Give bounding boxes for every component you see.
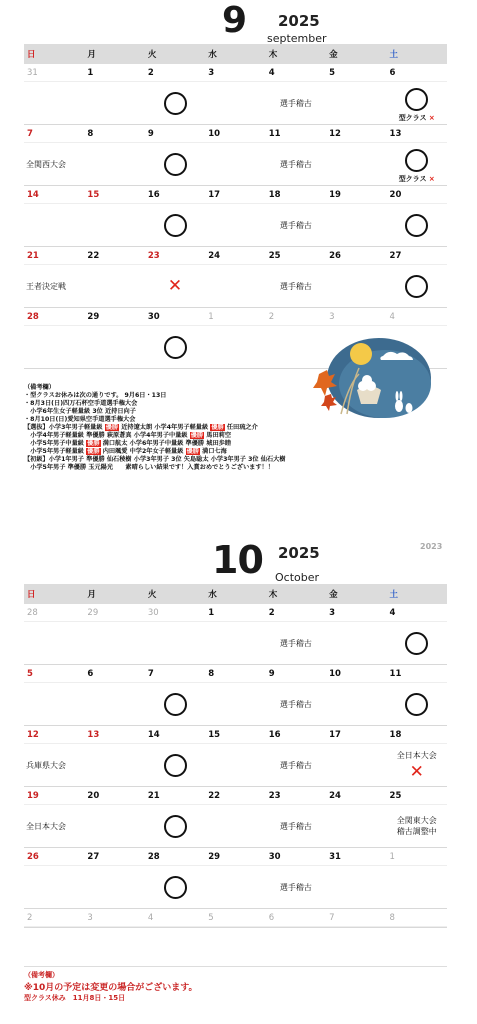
weekday-5: 金 <box>329 50 338 60</box>
day-cell <box>84 265 144 307</box>
event-label: 全日本大会 <box>26 821 66 831</box>
date-number: 13 <box>389 128 402 139</box>
event-label: 王者決定戦 <box>26 281 66 291</box>
date-row <box>24 64 447 82</box>
day-cell <box>84 82 144 124</box>
event-row <box>24 805 447 847</box>
day-cell <box>145 622 205 664</box>
day-cell <box>205 744 265 786</box>
day-cell <box>205 683 265 725</box>
day-cell <box>84 326 144 368</box>
date-row <box>24 787 447 805</box>
weekday-2: 火 <box>147 50 157 60</box>
date-number: 26 <box>329 250 341 261</box>
circle-mark <box>405 149 428 172</box>
date-number: 3 <box>329 607 336 618</box>
date-number: 4 <box>389 607 396 618</box>
date-row <box>24 665 447 683</box>
date-number: 30 <box>268 851 281 862</box>
circle-mark <box>164 815 187 838</box>
date-number: 10 <box>329 668 341 679</box>
weekday-3: 水 <box>208 50 217 60</box>
day-cell <box>205 326 265 368</box>
date-number: 14 <box>147 729 160 740</box>
september-header <box>24 0 447 44</box>
note-line: ・8月3日(日)四万石杯空手道選手権大会 <box>24 400 138 407</box>
week-row <box>24 665 447 726</box>
event-label: 選手稽古 <box>279 821 312 831</box>
date-number: 2 <box>147 67 154 78</box>
date-number: 18 <box>268 189 281 200</box>
weekday-0: 日 <box>27 50 36 60</box>
day-cell <box>145 204 205 246</box>
date-row <box>24 186 447 204</box>
date-number: 3 <box>208 67 215 78</box>
date-number: 3 <box>87 912 93 923</box>
circle-mark <box>405 214 428 237</box>
day-cell <box>145 805 205 847</box>
date-number: 30 <box>147 607 159 618</box>
circle-mark <box>164 754 187 777</box>
day-cell <box>205 143 265 185</box>
weeks <box>24 604 447 928</box>
date-number: 9 <box>147 128 154 139</box>
date-number: 16 <box>147 189 160 200</box>
kata-class-note: 型クラス × <box>398 175 435 183</box>
day-cell <box>326 204 386 246</box>
date-number: 15 <box>208 729 221 740</box>
weekday-6: 土 <box>389 590 399 600</box>
date-number: 9 <box>268 668 275 679</box>
day-cell <box>84 744 144 786</box>
day-cell <box>326 622 386 664</box>
event-label: 全関東大会 <box>396 816 437 825</box>
date-number: 1 <box>208 607 215 618</box>
event-row <box>24 622 447 664</box>
date-number: 23 <box>268 790 281 801</box>
date-number: 19 <box>329 189 341 200</box>
day-cell <box>84 805 144 847</box>
date-number: 24 <box>208 250 221 261</box>
day-cell <box>24 82 84 124</box>
day-cell <box>24 683 84 725</box>
date-number: 18 <box>389 729 402 740</box>
event-row <box>24 143 447 185</box>
week-row <box>24 64 447 125</box>
year-label: 2025 <box>278 544 320 562</box>
date-number: 11 <box>268 128 281 139</box>
date-number: 28 <box>27 311 39 322</box>
event-label: 稽古調整中 <box>396 827 437 836</box>
day-cell <box>326 744 386 786</box>
weekday-1: 月 <box>87 590 96 600</box>
date-number: 10 <box>208 128 221 139</box>
day-cell <box>205 866 265 908</box>
day-cell <box>84 622 144 664</box>
day-cell <box>205 204 265 246</box>
event-label: 全関西大会 <box>26 159 66 169</box>
date-number: 8 <box>87 128 94 139</box>
month-name: september <box>267 32 327 45</box>
note-line: 小学6年生女子軽量級 3位 近持日向子 <box>24 408 136 415</box>
date-number: 12 <box>27 729 39 740</box>
date-number: 2 <box>27 912 33 923</box>
note-line: 【初級】小学1年男子 準優勝 仙石稜樹 小学3年男子 3位 矢島聡太 小学3年男子 3位 仙石大樹 <box>24 456 286 463</box>
weekday-4: 木 <box>268 590 278 600</box>
day-cell <box>326 683 386 725</box>
date-number: 12 <box>329 128 341 139</box>
event-row <box>24 204 447 246</box>
day-cell <box>145 683 205 725</box>
date-number: 25 <box>389 790 402 801</box>
date-number: 22 <box>208 790 221 801</box>
week-row <box>24 186 447 247</box>
date-number: 28 <box>147 851 160 862</box>
date-number: 16 <box>268 729 281 740</box>
date-row <box>24 125 447 143</box>
week-row <box>24 787 447 848</box>
day-cell <box>145 265 205 307</box>
date-number: 27 <box>87 851 100 862</box>
date-number: 31 <box>329 851 341 862</box>
circle-mark <box>164 214 187 237</box>
day-cell <box>24 326 84 368</box>
day-cell <box>145 866 205 908</box>
date-number: 7 <box>27 128 33 139</box>
day-cell <box>387 82 447 124</box>
day-cell <box>24 204 84 246</box>
date-number: 4 <box>389 311 395 322</box>
date-number: 7 <box>329 912 335 923</box>
cross-mark: ✕ <box>409 761 424 782</box>
week-row <box>24 909 447 928</box>
day-cell <box>24 866 84 908</box>
date-number: 6 <box>87 668 94 679</box>
date-number: 1 <box>87 67 94 78</box>
date-number: 5 <box>27 668 33 679</box>
event-row <box>24 265 447 307</box>
event-label: 選手稽古 <box>279 760 312 770</box>
date-number: 22 <box>87 250 100 261</box>
date-number: 13 <box>87 729 100 740</box>
date-number: 1 <box>208 311 214 322</box>
moon-viewing-illustration <box>313 334 433 420</box>
circle-mark <box>405 88 428 111</box>
note-line: ・型クラスお休みは次の通りです。 9月6日・13日 <box>24 392 167 399</box>
week-row <box>24 604 447 665</box>
day-cell <box>205 622 265 664</box>
day-cell <box>145 326 205 368</box>
day-cell <box>205 805 265 847</box>
event-row <box>24 744 447 786</box>
note-line: 小学5年男子中量級 優勝 満口航太 小学6年男子中量級 準優勝 城田歩睦 <box>30 440 232 447</box>
september-notes <box>24 384 324 472</box>
event-label: 選手稽古 <box>279 98 312 108</box>
week-row <box>24 247 447 308</box>
date-number: 11 <box>389 668 402 679</box>
weekday-6: 土 <box>389 50 399 60</box>
event-label: 兵庫県大会 <box>26 760 66 770</box>
day-cell <box>205 82 265 124</box>
date-number: 20 <box>87 790 100 801</box>
week-row <box>24 125 447 186</box>
kata-class-note: 型クラス × <box>398 114 435 122</box>
cross-mark: ✕ <box>167 275 183 296</box>
year-label: 2025 <box>278 12 320 30</box>
week-row <box>24 848 447 909</box>
day-cell <box>326 143 386 185</box>
weekday-header <box>24 584 447 604</box>
weekday-5: 金 <box>329 590 338 600</box>
day-cell <box>84 143 144 185</box>
october-calendar <box>24 540 447 928</box>
date-row <box>24 848 447 866</box>
weekday-4: 木 <box>268 50 278 60</box>
date-number: 23 <box>147 250 160 261</box>
circle-mark <box>405 275 428 298</box>
date-number: 6 <box>268 912 275 923</box>
october-header <box>24 540 447 584</box>
date-row <box>24 909 447 927</box>
month-name: October <box>275 571 320 584</box>
date-number: 5 <box>208 912 214 923</box>
event-row <box>24 82 447 124</box>
date-number: 3 <box>329 311 335 322</box>
date-number: 24 <box>329 790 341 801</box>
notes-title: （備考欄） <box>24 971 59 979</box>
event-label: 全日本大会 <box>396 750 437 760</box>
day-cell <box>326 82 386 124</box>
note-line: 小学5年男子軽量級 優勝 内田颯愛 中学2年女子軽量級 優勝 満口七海 <box>30 448 227 455</box>
date-number: 5 <box>329 67 336 78</box>
month-number: 10 <box>212 538 263 582</box>
day-cell <box>326 805 386 847</box>
date-number: 21 <box>27 250 39 261</box>
weekday-0: 日 <box>27 590 36 600</box>
note-line: 【選抜】小学3年男子軽量級 優勝 近持遼太朗 小学4年男子軽量級 優勝 任田琉之介 <box>24 424 258 431</box>
day-cell <box>84 204 144 246</box>
event-label: 選手稽古 <box>279 281 312 291</box>
circle-mark <box>164 693 187 716</box>
october-notes <box>24 966 447 1003</box>
date-number: 1 <box>389 851 395 862</box>
day-cell <box>145 143 205 185</box>
date-number: 25 <box>268 250 281 261</box>
date-number: 17 <box>208 189 221 200</box>
circle-mark <box>405 693 428 716</box>
date-number: 29 <box>208 851 221 862</box>
day-cell <box>387 204 447 246</box>
date-number: 29 <box>87 311 100 322</box>
date-number: 30 <box>147 311 160 322</box>
day-cell <box>205 265 265 307</box>
date-number: 2 <box>268 607 275 618</box>
day-cell <box>145 82 205 124</box>
day-cell <box>387 744 447 786</box>
date-number: 19 <box>27 790 39 801</box>
date-number: 20 <box>389 189 402 200</box>
date-number: 4 <box>147 912 154 923</box>
date-number: 2 <box>268 311 275 322</box>
event-row <box>24 683 447 725</box>
weekday-2: 火 <box>147 590 157 600</box>
week-row <box>24 726 447 787</box>
circle-mark <box>164 876 187 899</box>
date-number: 7 <box>147 668 154 679</box>
event-label: 選手稽古 <box>279 159 312 169</box>
event-label: 選手稽古 <box>279 220 312 230</box>
notes-main: ※10月の予定は変更の場合がございます。 <box>24 983 198 993</box>
day-cell <box>387 683 447 725</box>
weekday-header <box>24 44 447 64</box>
weeks <box>24 64 447 369</box>
notes-title: （備考欄） <box>24 384 55 391</box>
date-row <box>24 604 447 622</box>
day-cell <box>387 866 447 908</box>
weekday-1: 月 <box>87 50 96 60</box>
event-row <box>24 866 447 908</box>
circle-mark <box>164 92 187 115</box>
day-cell <box>24 622 84 664</box>
circle-mark <box>164 153 187 176</box>
day-cell <box>84 866 144 908</box>
day-cell <box>84 683 144 725</box>
date-number: 27 <box>389 250 402 261</box>
september-calendar <box>24 0 447 369</box>
day-cell <box>145 744 205 786</box>
event-label: 選手稽古 <box>279 882 312 892</box>
date-number: 15 <box>87 189 100 200</box>
date-row <box>24 247 447 265</box>
event-label: 選手稽古 <box>279 699 312 709</box>
day-cell <box>326 866 386 908</box>
day-cell <box>387 805 447 847</box>
note-line: ・8月10日(日)愛知県空手道選手権大会 <box>24 416 136 423</box>
note-line: 小学4年男子軽量級 準優勝 萩原蒼真 小学4年男子中量級 優勝 馬田莉空 <box>30 432 232 439</box>
date-number: 8 <box>208 668 215 679</box>
date-row <box>24 726 447 744</box>
day-cell <box>387 622 447 664</box>
date-number: 28 <box>27 607 38 618</box>
date-number: 26 <box>27 851 39 862</box>
date-number: 29 <box>87 607 99 618</box>
circle-mark <box>164 336 187 359</box>
notes-kata-holiday: 型クラス休み 11月8日・15日 <box>24 994 126 1002</box>
weekday-3: 水 <box>208 590 217 600</box>
day-cell <box>326 265 386 307</box>
date-number: 31 <box>27 67 38 78</box>
date-number: 14 <box>27 189 39 200</box>
day-cell <box>387 265 447 307</box>
date-number: 6 <box>389 67 396 78</box>
date-number: 4 <box>268 67 275 78</box>
event-label: 選手稽古 <box>279 638 312 648</box>
date-row <box>24 308 447 326</box>
small-year-label: 2023 <box>420 542 443 551</box>
month-number: 9 <box>222 0 247 41</box>
date-number: 8 <box>389 912 395 923</box>
day-cell <box>387 143 447 185</box>
circle-mark <box>405 632 428 655</box>
note-line: 小学5年男子 準優勝 玉元陽光 素晴らしい結果です！入賞おめでとうございます！！ <box>30 464 274 471</box>
date-number: 17 <box>329 729 341 740</box>
date-number: 21 <box>147 790 160 801</box>
